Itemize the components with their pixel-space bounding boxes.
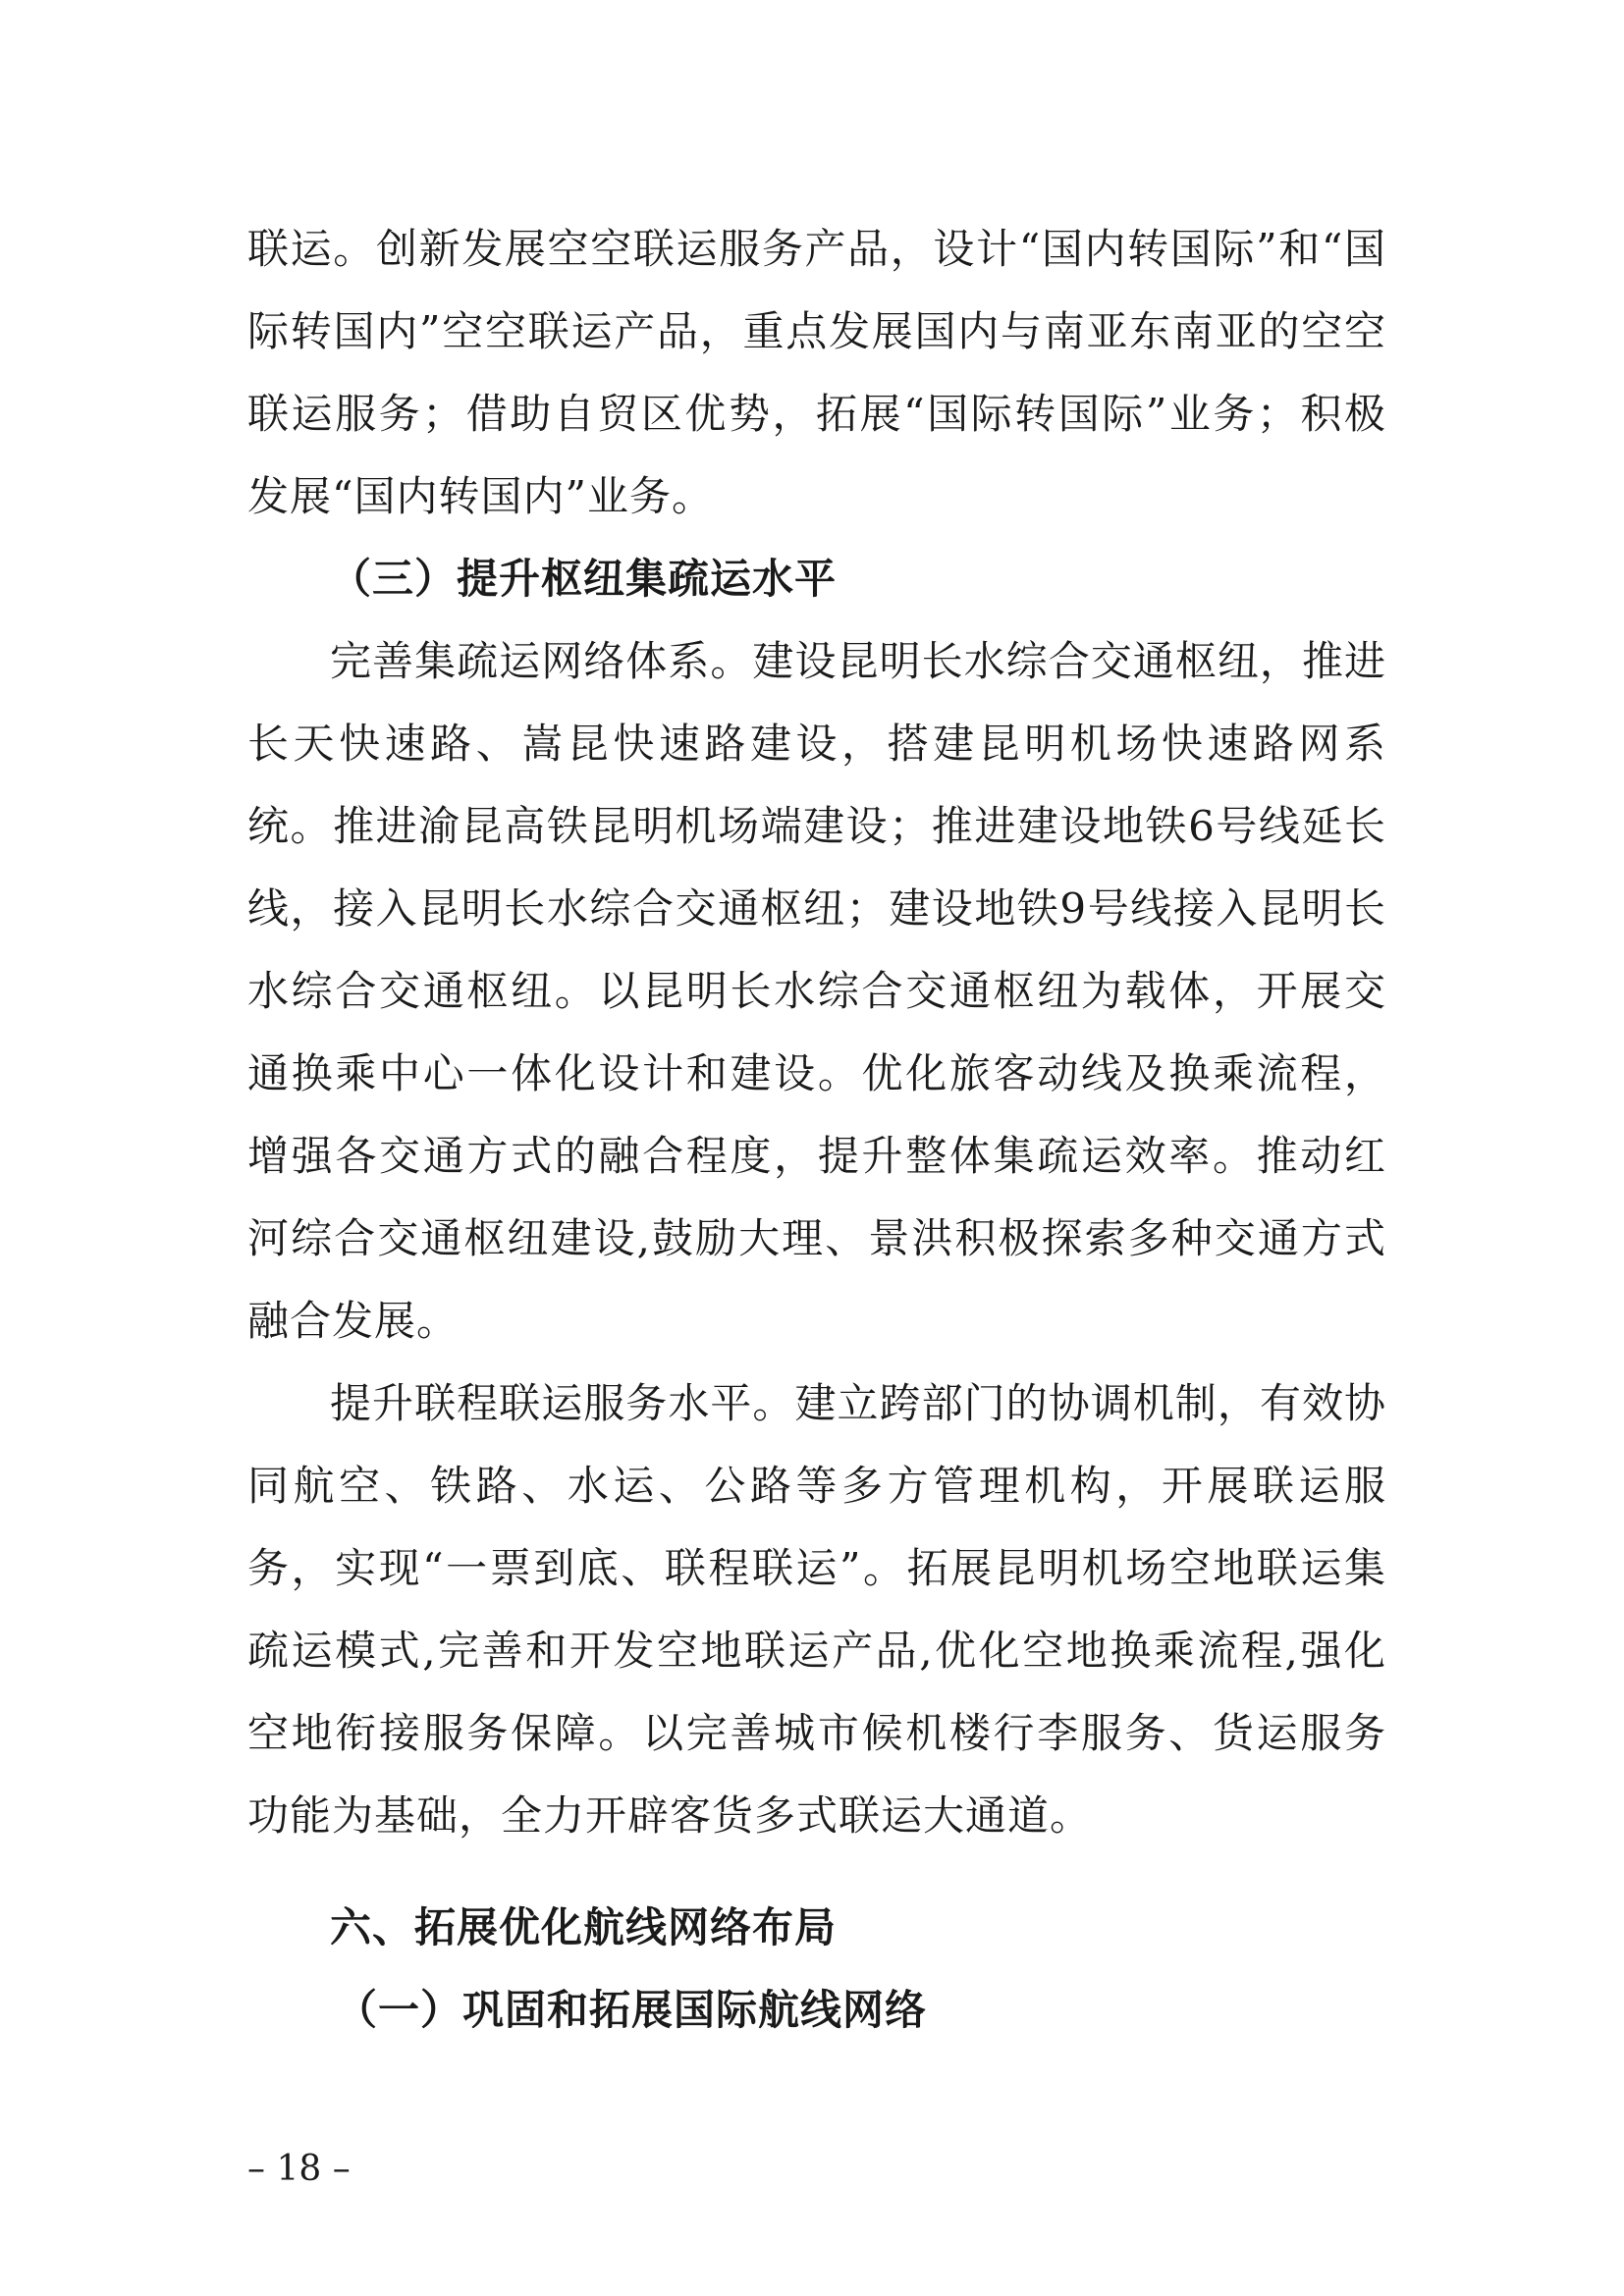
paragraph-air-transfer: 联运。创新发展空空联运服务产品，设计“国内转国际”和“国际转国内”空空联运产品，重点发展国内与南亚东南亚的空空联运服务；借助自贸区优势，拓展“国际转国际”业务；积极发展“国内转国内”业务。 [247, 225, 1386, 520]
section-heading-route-network: 六、拓展优化航线网络布局 [330, 1903, 838, 1951]
page-content [247, 208, 1386, 2052]
paragraph-intermodal-service: 提升联程联运服务水平。建立跨部门的协调机制，有效协同航空、铁路、水运、公路等多方管理机构，开展联运服务，实现“一票到底、联程联运”。拓展昆明机场空地联运集疏运模式,完善和开发空地联运产品,优化空地换乘流程,强化空地衔接服务保障。以完善城市候机楼行李服务、货运服务功能为基础，全力开辟客货多式联运大通道。 [247, 1379, 1386, 1840]
page-number: – 18 – [247, 2149, 351, 2189]
subheading-hub-distribution: （三）提升枢纽集疏运水平 [330, 555, 838, 603]
paragraph-distribution-network: 完善集疏运网络体系。建设昆明长水综合交通枢纽，推进长天快速路、嵩昆快速路建设，搭建昆明机场快速路网系统。推进渝昆高铁昆明机场端建设；推进建设地铁6号线延长线，接入昆明长水综合交通枢纽；建设地铁9号线接入昆明长水综合交通枢纽。以昆明长水综合交通枢纽为载体，开展交通换乘中心一体化设计和建设。优化旅客动线及换乘流程，增强各交通方式的融合程度，提升整体集疏运效率。推动红河综合交通枢纽建设,鼓励大理、景洪积极探索多种交通方式融合发展。 [247, 637, 1386, 1345]
subheading-international-routes: （一）巩固和拓展国际航线网络 [336, 1986, 928, 2034]
